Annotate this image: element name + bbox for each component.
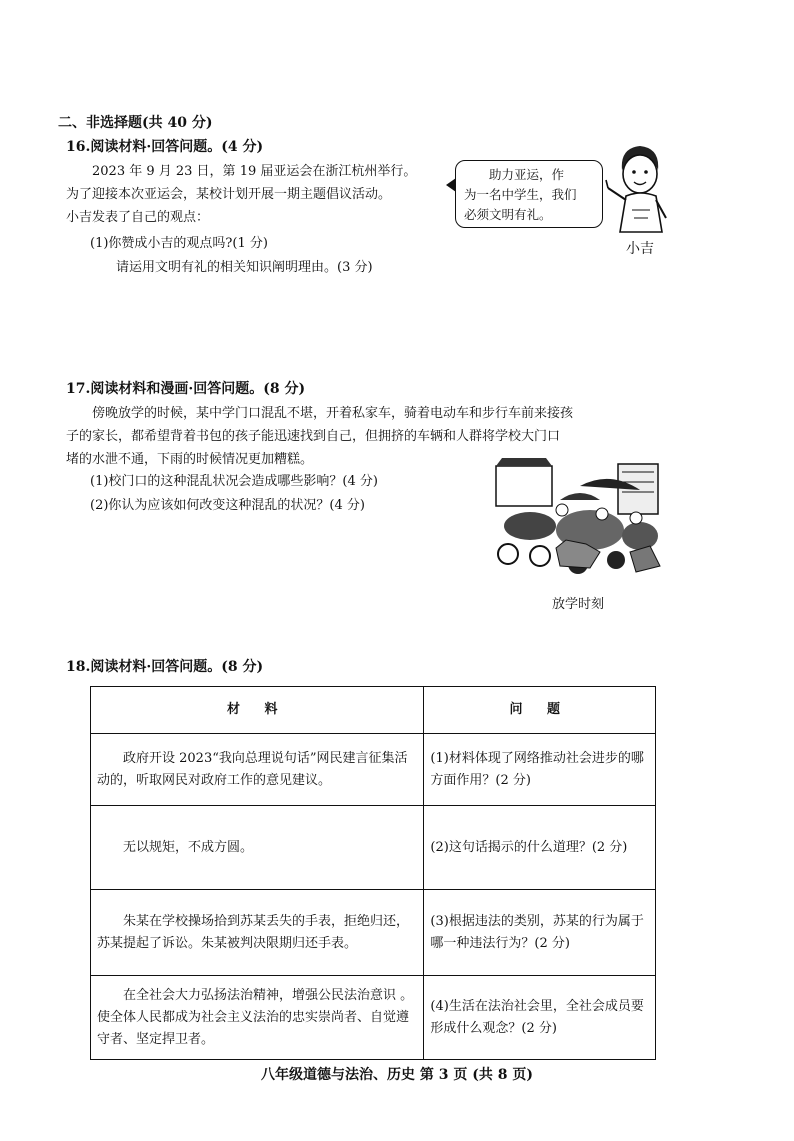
section-title: 二、非选择题(共 40 分): [58, 115, 213, 131]
q16-line-3: 小吉发表了自己的观点：: [66, 210, 210, 225]
page-footer: 八年级道德与法治、历史 第 3 页 (共 8 页): [261, 1067, 533, 1083]
student-character-illustration: [604, 140, 674, 240]
table-row: [91, 734, 656, 806]
question-cell: (4)生活在法治社会里，全社会成员要形成什么观念？(2 分): [424, 976, 656, 1060]
speech-bubble: [455, 160, 603, 228]
bubble-line-2: 为一名中学生，我们: [464, 187, 577, 202]
question-cell: (1)材料体现了网络推动社会进步的哪方面作用？(2 分): [424, 734, 656, 806]
material-cell: 在全社会大力弘扬法治精神，增强公民法治意识 。使全体人民都成为社会主义法治的忠实崇尚者、自觉遵守者、坚定捍卫者。: [91, 976, 424, 1060]
q16-material: [66, 160, 456, 229]
table-header-row: [91, 687, 656, 734]
q17-line-3: 堵的水泄不通，下雨的时候情况更加糟糕。: [66, 452, 314, 467]
q16-line-1: 2023 年 9 月 23 日，第 19 届亚运会在浙江杭州举行。: [92, 164, 417, 179]
q16-line-2: 为了迎接本次亚运会，某校计划开展一期主题倡议活动。: [66, 187, 392, 202]
school-gate-cartoon: [490, 456, 666, 584]
q17-line-2: 子的家长，都希望背着书包的孩子能迅速找到自己，但拥挤的车辆和人群将学校大门口: [66, 429, 561, 444]
q16-sub-question-1: (1)你赞成小吉的观点吗?(1 分): [90, 236, 268, 251]
question-cell: (2)这句话揭示的什么道理？(2 分): [424, 806, 656, 890]
column-header-question: 问 题: [424, 687, 656, 734]
column-header-material: 材 料: [91, 687, 424, 734]
material-cell: 政府开设 2023“我向总理说句话”网民建言征集活动的，听取网民对政府工作的意见建议。: [91, 734, 424, 806]
q17-sub-question-2: (2)你认为应该如何改变这种混乱的状况？(4 分): [90, 498, 365, 513]
q17-heading: 17.阅读材料和漫画·回答问题。(8 分): [66, 381, 306, 397]
table-row: [91, 890, 656, 976]
character-name: 小吉: [626, 241, 654, 257]
material-question-table: [90, 686, 656, 1060]
q16-sub-question-2: 请运用文明有礼的相关知识阐明理由。(3 分): [116, 260, 373, 275]
material-cell: 无以规矩，不成方圆。: [91, 806, 424, 890]
q17-line-1: 傍晚放学的时候，某中学门口混乱不堪，开着私家车，骑着电动车和步行车前来接孩: [92, 406, 574, 421]
q17-sub-question-1: (1)校门口的这种混乱状况会造成哪些影响？(4 分): [90, 474, 378, 489]
bubble-line-3: 必须文明有礼。: [464, 207, 552, 222]
material-cell: 朱某在学校操场拾到苏某丢失的手表，拒绝归还，苏某提起了诉讼。朱某被判决限期归还手表。: [91, 890, 424, 976]
table-row: [91, 806, 656, 890]
cartoon-caption: 放学时刻: [552, 597, 605, 612]
question-cell: (3)根据违法的类别，苏某的行为属于哪一种违法行为？(2 分): [424, 890, 656, 976]
q16-heading: 16.阅读材料·回答问题。(4 分): [66, 139, 264, 155]
table-row: [91, 976, 656, 1060]
q18-heading: 18.阅读材料·回答问题。(8 分): [66, 659, 264, 675]
bubble-line-1: 助力亚运，作: [489, 167, 565, 182]
